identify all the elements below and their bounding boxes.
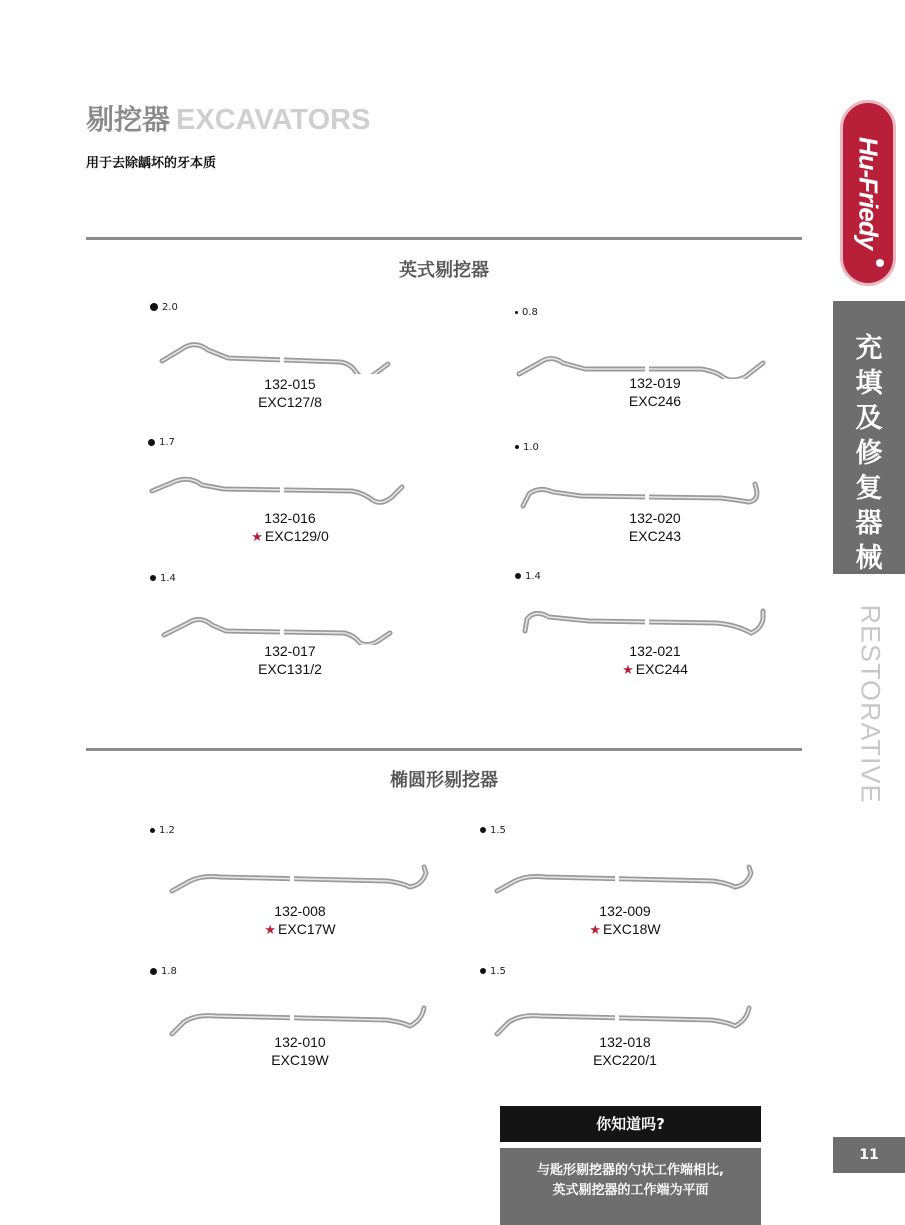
tip-size-dot-icon <box>515 311 518 314</box>
instrument-shaft <box>172 1008 424 1034</box>
excavator-illustration <box>150 978 450 1038</box>
did-you-know-line-2: 英式剔挖器的工作端为平面 <box>552 1183 709 1198</box>
model-number-text: EXC129/0 <box>264 528 329 544</box>
instrument-highlight <box>162 345 388 374</box>
tip-size-value: 2.0 <box>162 302 178 313</box>
tip-size-dot-icon <box>150 303 158 311</box>
tip-size <box>150 302 178 313</box>
tip-size-value: 1.7 <box>159 437 175 448</box>
product-code: 132-017 <box>264 643 316 659</box>
product-code: 132-020 <box>629 510 681 526</box>
did-you-know-body <box>500 1148 761 1225</box>
featured-star-icon: ★ <box>589 922 602 937</box>
product-code: 132-016 <box>264 510 316 526</box>
excavator-illustration <box>505 319 805 379</box>
featured-star-icon: ★ <box>622 662 634 677</box>
model-number <box>150 1052 450 1068</box>
model-number-text: EXC127/8 <box>258 394 322 410</box>
model-number <box>475 921 775 938</box>
handle-split <box>615 1008 619 1036</box>
tip-size-dot-icon <box>515 573 521 579</box>
excavator-illustration <box>150 837 450 897</box>
product-code: 132-021 <box>629 643 681 659</box>
handle-split <box>280 615 284 643</box>
model-number <box>505 393 805 409</box>
excavator-illustration <box>140 585 440 645</box>
featured-star-icon: ★ <box>264 922 277 937</box>
model-number-text: EXC246 <box>628 393 682 409</box>
product-code: 132-019 <box>629 375 681 391</box>
product-code: 132-009 <box>599 903 651 919</box>
excavator-item <box>140 435 440 555</box>
category-char: 充 <box>855 333 883 364</box>
model-number-text: EXC220/1 <box>593 1052 657 1068</box>
registered-mark-icon <box>876 259 884 267</box>
tip-size <box>150 966 177 977</box>
excavator-item <box>150 823 450 943</box>
model-number-text: EXC131/2 <box>258 661 322 677</box>
tip-size <box>480 825 506 836</box>
tip-size <box>515 571 541 582</box>
tip-size-dot-icon <box>148 439 155 446</box>
category-char: 及 <box>855 403 883 434</box>
model-number <box>505 661 805 678</box>
category-label-cn <box>833 331 905 576</box>
excavator-item <box>505 569 805 689</box>
section-title-english: 英式剔挖器 <box>399 260 489 281</box>
featured-star-icon: ★ <box>251 529 263 544</box>
tip-size-value: 1.4 <box>525 571 541 582</box>
excavator-illustration <box>475 978 775 1038</box>
category-char: 械 <box>855 543 883 574</box>
page-title <box>86 98 370 138</box>
logo-text: Hu-Friedy <box>853 136 884 250</box>
excavator-illustration <box>505 454 805 514</box>
did-you-know-title: 你知道吗? <box>500 1106 761 1142</box>
handle-split <box>645 613 649 641</box>
product-code: 132-018 <box>599 1034 651 1050</box>
model-number <box>140 528 440 545</box>
instrument-shaft <box>523 484 757 506</box>
excavator-illustration <box>140 314 440 374</box>
tip-size-dot-icon <box>150 575 156 581</box>
excavator-item <box>475 964 775 1084</box>
tip-size <box>480 966 506 977</box>
category-char: 修 <box>855 438 883 469</box>
excavator-illustration <box>475 837 775 897</box>
handle-split <box>615 867 619 895</box>
page-subtitle: 用于去除龋坏的牙本质 <box>86 156 217 171</box>
category-char: 复 <box>855 473 883 504</box>
model-number-text: EXC243 <box>628 528 682 544</box>
instrument-shaft <box>152 479 402 502</box>
excavator-item <box>475 823 775 943</box>
tip-size <box>148 437 175 448</box>
handle-split <box>645 349 649 377</box>
category-label-en-wrap <box>832 594 905 814</box>
tip-size-value: 1.8 <box>161 966 177 977</box>
tip-size-value: 1.5 <box>490 966 506 977</box>
model-number <box>140 661 440 677</box>
tip-size-dot-icon <box>480 968 486 974</box>
section-divider-oval <box>86 748 802 751</box>
model-number-text: EXC17W <box>278 921 336 937</box>
did-you-know-box <box>500 1106 761 1225</box>
tip-size <box>150 573 176 584</box>
instrument-shaft <box>497 1008 749 1034</box>
handle-split <box>280 344 284 372</box>
model-number-text: EXC244 <box>635 661 688 677</box>
product-code: 132-008 <box>274 903 326 919</box>
excavator-item <box>140 571 440 691</box>
section-divider-english <box>86 237 802 240</box>
excavator-illustration <box>505 583 805 643</box>
handle-split <box>280 479 284 507</box>
handle-split <box>290 1008 294 1036</box>
hu-friedy-logo <box>840 100 896 286</box>
excavator-item <box>505 440 805 560</box>
page-number: 11 <box>833 1137 905 1173</box>
model-number <box>150 921 450 938</box>
handle-split <box>645 484 649 512</box>
excavator-item <box>140 300 440 420</box>
tip-size-value: 1.0 <box>523 442 539 453</box>
tip-size-dot-icon <box>150 968 157 975</box>
model-number <box>475 1052 775 1068</box>
category-char: 器 <box>855 508 883 539</box>
category-label-en: RESTORATIVE <box>855 604 886 804</box>
tip-size-value: 1.2 <box>159 825 175 836</box>
product-code: 132-010 <box>274 1034 326 1050</box>
model-number <box>140 394 440 410</box>
tip-size <box>515 307 538 318</box>
product-code: 132-015 <box>264 376 316 392</box>
title-chinese: 剔挖器 <box>86 103 171 136</box>
title-english: EXCAVATORS <box>176 104 371 136</box>
tip-size-value: 1.4 <box>160 573 176 584</box>
model-number-text: EXC18W <box>603 921 661 937</box>
category-tab <box>833 301 905 574</box>
handle-split <box>290 867 294 895</box>
model-number-text: EXC19W <box>271 1052 329 1068</box>
excavator-illustration <box>140 449 440 509</box>
excavator-item <box>505 305 805 425</box>
category-char: 填 <box>855 368 883 399</box>
tip-size-dot-icon <box>480 827 486 833</box>
model-number <box>505 528 805 544</box>
tip-size-value: 1.5 <box>490 825 506 836</box>
excavator-item <box>150 964 450 1084</box>
tip-size-value: 0.8 <box>522 307 538 318</box>
tip-size-dot-icon <box>150 828 155 833</box>
tip-size-dot-icon <box>515 445 519 449</box>
did-you-know-line-1: 与匙形剔挖器的勺状工作端相比, <box>537 1163 724 1178</box>
tip-size <box>150 825 175 836</box>
section-title-oval: 椭圆形剔挖器 <box>390 770 498 791</box>
tip-size <box>515 442 539 453</box>
